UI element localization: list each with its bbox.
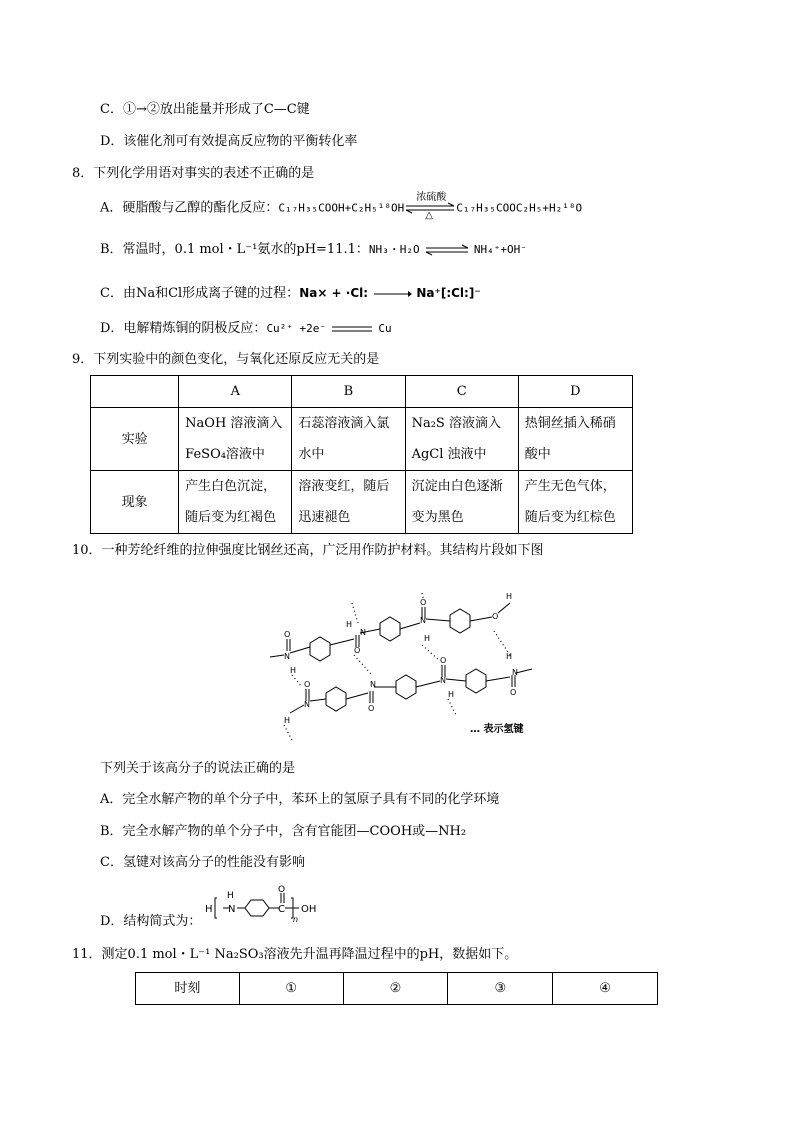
q8-option-b-prefix: B．常温时，0.1 mol・L⁻¹氨水的pH=11.1： [100,242,369,257]
atom-label: O [284,630,291,639]
table-cell [179,471,292,534]
atom-label: O [354,646,361,655]
q9-stem: 9．下列实验中的颜色变化，与氧化还原反应无关的是 [72,352,380,367]
cell-line: 迅速褪色 [298,510,351,525]
table-header-cell: ② [343,973,448,1005]
q8-option-c-left: Na× + ·Cl: [299,286,369,300]
q8-option-c-prefix: C．由Na和Cl形成离子键的过程： [100,286,300,301]
atom-label: O [492,612,499,621]
q10-sub-stem: 下列关于该高分子的说法正确的是 [100,761,296,776]
atom-label: H [346,620,353,629]
polymer-formula [205,884,325,924]
atom-label: N [420,616,426,625]
row-label-phenomenon: 现象 [91,471,179,534]
reversible-arrow-icon [404,192,456,221]
cell-line: 随后变为红褐色 [185,510,277,525]
q8-option-a-prefix: A．硬脂酸与乙醇的酯化反应： [100,200,279,216]
formula-atom: H [205,904,213,915]
reversible-arrow-icon [424,243,470,257]
table-cell [405,408,518,471]
table-header-cell: A [179,376,292,408]
q10-option-c: C．氢键对该高分子的性能没有影响 [100,855,305,870]
cell-line: Na₂S 溶液滴入 [411,416,501,431]
atom-label: H [506,592,513,601]
q10-option-d [100,913,201,931]
polymer-structure-diagram [262,575,562,750]
right-arrow-icon [372,288,412,300]
table-row [91,408,633,471]
aramid-structure-figure [262,575,562,750]
row-label-experiment: 实验 [91,408,179,471]
atom-label: N [440,676,446,685]
table-header-cell: ④ [553,973,658,1005]
q8-option-c-right: Na⁺[:Cl:]⁻ [416,286,481,300]
table-row [91,471,633,534]
q11-stem: 11．测定0.1 mol・L⁻¹ Na₂SO₃溶液先升温再降温过程中的pH，数据如下。 [72,947,518,962]
q8-option-a-condition-top: 浓硫酸 [416,192,447,203]
q8-option-a [100,192,583,221]
table-cell [405,471,518,534]
cell-line: 溶液变红，随后 [298,479,390,494]
atom-label: O [304,680,311,689]
q8-option-a-right: C₁₇H₃₅COOC₂H₅+H₂¹⁸O [456,201,583,215]
atom-label: N [370,680,376,689]
atom-label: H [290,666,297,675]
atom-label: N [360,628,366,637]
table-header-cell: C [405,376,518,408]
q8-option-d-prefix: D．电解精炼铜的阴极反应： [100,321,267,336]
atom-label: O [510,688,517,697]
table-header-row [91,376,633,408]
formula-atom: OH [301,904,317,915]
q8-stem: 8．下列化学用语对事实的表述不正确的是 [72,166,315,181]
q10-option-d-prefix: D．结构简式为： [100,914,202,929]
q8-option-a-left: C₁₇H₃₅COOH+C₂H₅¹⁸OH [278,201,405,215]
q8-option-b-right: NH₄⁺+OH⁻ [473,243,527,256]
table-cell [292,471,405,534]
cell-line: FeSO₄溶液中 [185,447,265,462]
cell-line: 酸中 [524,447,551,462]
q10-stem: 10．一种芳纶纤维的拉伸强度比钢丝还高，广泛用作防护材料。其结构片段如下图 [72,543,544,558]
hydrogen-bond-legend: … 表示氢键 [470,724,524,735]
q11-table [135,972,658,1005]
atom-label: O [420,598,427,607]
atom-label: N [284,652,290,661]
cell-line: 产生白色沉淀， [185,479,277,494]
table-header-cell: D [518,376,632,408]
formula-subscript: n [293,915,299,924]
cell-line: 水中 [298,447,325,462]
cell-line: 石蕊溶液滴入氯 [298,416,390,431]
atom-label: H [448,690,455,699]
table-cell [292,408,405,471]
cell-line: 变为黑色 [411,510,464,525]
q7-option-d: D．该催化剂可有效提高反应物的平衡转化率 [100,134,358,149]
q8-option-d-left: Cu²⁺ +2e⁻ [266,322,327,335]
cell-line: AgCl 浊液中 [411,447,487,462]
formula-atom: C [278,904,285,915]
atom-label: H [284,716,291,725]
q8-option-a-condition-bottom: △ [425,210,433,221]
polymer-formula-diagram [205,884,325,924]
table-cell [518,408,632,471]
atom-label: N [512,668,518,677]
q10-option-b: B．完全水解产物的单个分子中，含有官能团—COOH或—NH₂ [100,824,467,839]
q10-option-a: A．完全水解产物的单个分子中，苯环上的氢原子具有不同的化学环境 [100,792,500,807]
q8-option-d [100,320,392,338]
table-cell [518,471,632,534]
atom-label: H [424,634,431,643]
table-header-row [136,973,658,1005]
cell-line: 沉淀由白色逐渐 [411,479,503,494]
table-header-cell [91,376,179,408]
q9-table [90,375,633,534]
cell-line: 随后变为红棕色 [524,510,616,525]
formula-atom: H [227,891,234,901]
equals-sign-icon [330,324,374,334]
atom-label: O [440,656,447,665]
table-header-cell: ① [239,973,343,1005]
table-cell [179,408,292,471]
cell-line: 产生无色气体， [524,479,616,494]
q8-option-b [100,241,527,259]
formula-atom: N [228,904,236,915]
q7-option-c: C．①→②放出能量并形成了C—C键 [100,102,310,117]
q8-option-d-right: Cu [378,322,392,335]
q8-option-c [100,284,481,303]
cell-line: 热铜丝插入稀硝 [524,416,616,431]
table-header-cell: 时刻 [136,973,240,1005]
atom-label: O [368,704,375,713]
formula-atom: O [278,885,286,895]
atom-label: H [506,652,513,661]
table-header-cell: ③ [448,973,553,1005]
q8-option-b-left: NH₃・H₂O [368,243,420,256]
cell-line: NaOH 溶液滴入 [185,416,283,431]
table-header-cell: B [292,376,405,408]
atom-label: N [304,700,310,709]
